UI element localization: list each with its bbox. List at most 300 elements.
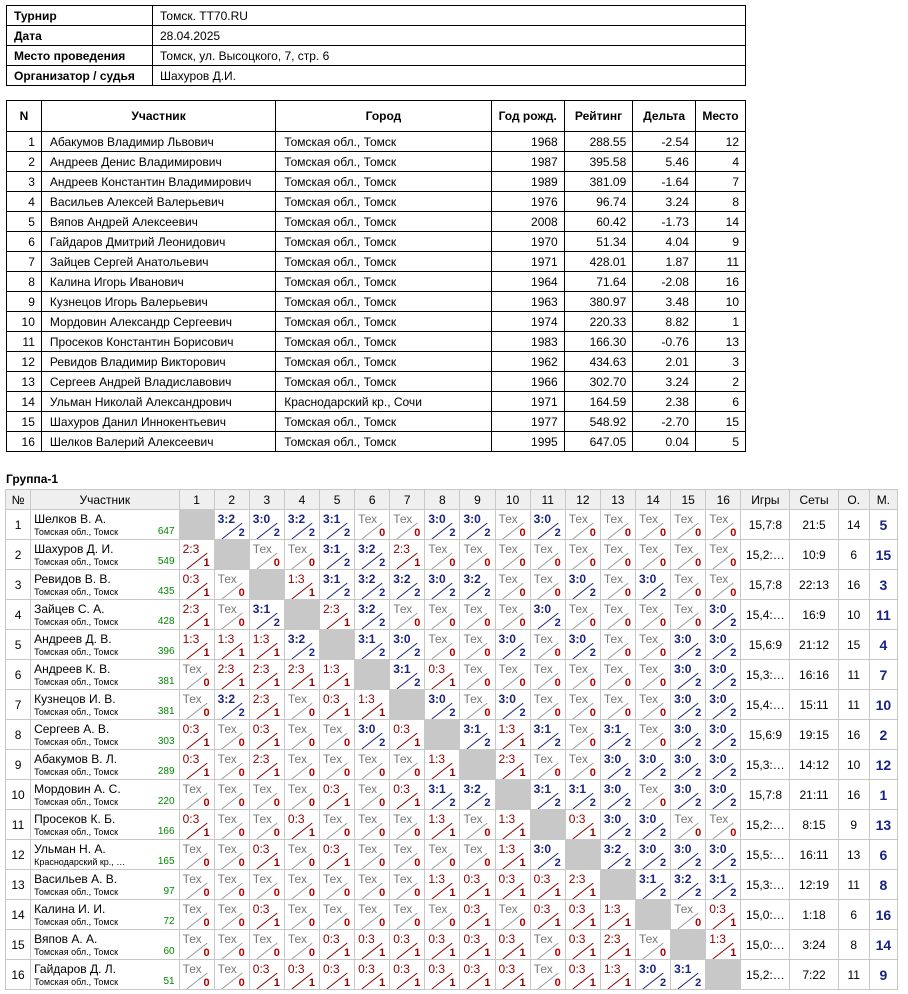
match-score: Тех	[323, 902, 343, 916]
match-result	[284, 750, 319, 780]
crosstable-header-cell: 6	[355, 490, 390, 510]
self-cell	[671, 930, 706, 960]
match-points: 0	[343, 887, 351, 899]
match-score: Тех	[674, 512, 694, 526]
match-points: 0	[238, 977, 245, 989]
match-points: 0	[273, 887, 280, 899]
match-score: Тех	[709, 542, 729, 556]
match-points: 0	[238, 947, 245, 959]
match-points: 0	[519, 557, 526, 569]
match-score: 0:3	[323, 842, 340, 856]
match-result	[495, 510, 530, 540]
match-score: 3:0	[638, 752, 657, 766]
match-score: 3:0	[709, 662, 727, 676]
match-score: Тех	[182, 962, 202, 976]
player-name: Вяпов Андрей Алексеевич	[41, 212, 275, 232]
match-result	[600, 810, 635, 840]
match-points: 2	[554, 737, 561, 749]
match-score: 3:0	[674, 632, 692, 646]
match-score: 2:3	[252, 752, 270, 766]
player-name: Калина Игорь Иванович	[41, 272, 275, 292]
match-result	[179, 870, 214, 900]
games-score: 15,2:…	[741, 810, 790, 840]
player-delta: -0.76	[633, 332, 696, 352]
match-points: 1	[624, 977, 631, 989]
participant-name: Абакумов В. Л.	[34, 752, 118, 766]
self-cell	[530, 810, 565, 840]
match-score: Тех	[287, 842, 307, 856]
match-points: 1	[273, 767, 280, 779]
player-birth-year: 2008	[491, 212, 564, 232]
player-place: 11	[695, 252, 745, 272]
match-score: 3:0	[498, 692, 516, 706]
match-points: 1	[273, 737, 280, 749]
match-points: 2	[589, 797, 596, 809]
player-row	[7, 212, 746, 232]
match-result	[425, 810, 460, 840]
match-result	[179, 630, 214, 660]
match-points: 0	[308, 707, 315, 719]
match-score: 3:2	[217, 512, 236, 526]
match-points: 0	[659, 737, 667, 749]
participant-name: Гайдаров Д. Л.	[34, 962, 117, 976]
match-result	[179, 780, 214, 810]
match-points: 0	[203, 917, 210, 929]
match-points: 2	[449, 707, 456, 719]
match-points: 0	[343, 917, 351, 929]
participant-cell	[31, 690, 179, 720]
participant-city: Томская обл., Томск	[34, 707, 119, 717]
match-result	[495, 810, 530, 840]
sets-score: 21:5	[790, 510, 838, 540]
match-points: 0	[519, 587, 526, 599]
match-score: Тех	[393, 902, 413, 916]
match-points: 2	[554, 857, 561, 869]
match-points: 0	[589, 707, 596, 719]
match-score: Тех	[498, 602, 518, 616]
participant-cell	[31, 810, 179, 840]
player-rating: 302.70	[564, 372, 633, 392]
match-result	[706, 540, 741, 570]
match-points: 0	[695, 527, 702, 539]
match-points: 0	[414, 857, 421, 869]
match-points: 2	[554, 617, 561, 629]
match-score: Тех	[428, 602, 448, 616]
match-result	[320, 660, 355, 690]
match-result	[320, 870, 355, 900]
crosstable-header-cell: №	[6, 490, 31, 510]
match-score: 3:2	[358, 542, 376, 556]
player-name: Зайцев Сергей Анатольевич	[41, 252, 275, 272]
match-score: 3:0	[603, 812, 622, 826]
match-points: 1	[519, 737, 526, 749]
match-score: 0:3	[358, 962, 375, 976]
match-score: 0:3	[252, 902, 270, 916]
match-score: Тех	[533, 692, 553, 706]
match-score: 2:3	[323, 602, 340, 616]
match-score: 1:3	[182, 632, 200, 646]
match-points: 2	[484, 797, 491, 809]
match-points: 1	[308, 977, 315, 989]
match-score: Тех	[533, 662, 553, 676]
participant-rating: 381	[157, 706, 175, 717]
match-score: 3:0	[428, 692, 446, 706]
match-result	[355, 600, 390, 630]
match-score: 3:2	[674, 872, 692, 886]
match-result	[179, 720, 214, 750]
match-points: 2	[519, 647, 526, 659]
info-key: Турнир	[7, 6, 153, 26]
player-delta: -1.64	[633, 172, 696, 192]
match-result	[355, 750, 390, 780]
match-points: 0	[238, 887, 245, 899]
match-result	[671, 810, 706, 840]
match-result	[671, 780, 706, 810]
total-points: 8	[838, 930, 869, 960]
match-score: Тех	[463, 632, 483, 646]
match-score: Тех	[533, 932, 553, 946]
match-result	[460, 660, 495, 690]
match-result	[600, 570, 635, 600]
match-points: 0	[554, 947, 561, 959]
participant-cell	[31, 900, 179, 930]
match-result	[635, 690, 670, 720]
match-score: Тех	[252, 932, 272, 946]
match-score: Тех	[603, 662, 623, 676]
total-points: 11	[838, 690, 869, 720]
match-result	[214, 900, 249, 930]
player-rating: 164.59	[564, 392, 633, 412]
player-place: 2	[695, 372, 745, 392]
match-score: 3:0	[709, 602, 727, 616]
match-result	[355, 780, 390, 810]
players-header-cell: Место	[695, 101, 745, 132]
match-points: 1	[203, 617, 210, 629]
match-score: 0:3	[252, 722, 270, 736]
player-city: Томская обл., Томск	[276, 252, 491, 272]
participant-rating: 60	[163, 946, 175, 957]
player-name: Мордовин Александр Сергеевич	[41, 312, 275, 332]
match-points: 0	[624, 707, 631, 719]
match-result	[320, 930, 355, 960]
match-points: 0	[414, 827, 421, 839]
match-score: 3:0	[533, 842, 551, 856]
crosstable-header-cell: 9	[460, 490, 495, 510]
match-points: 0	[308, 887, 315, 899]
match-score: Тех	[358, 842, 378, 856]
crosstable-header-cell: 7	[390, 490, 425, 510]
match-score: 0:3	[393, 782, 410, 796]
player-row	[7, 292, 746, 312]
match-points: 2	[589, 587, 596, 599]
match-result	[249, 870, 284, 900]
participant-city: Томская обл., Томск	[34, 797, 119, 807]
match-score: Тех	[603, 692, 623, 706]
match-points: 1	[554, 917, 561, 929]
participant-cell	[31, 720, 179, 750]
participant-rating: 51	[163, 976, 175, 987]
crosstable-row	[6, 690, 898, 720]
match-score: 3:0	[674, 842, 692, 856]
match-result	[425, 960, 460, 990]
self-cell	[565, 840, 600, 870]
match-score: Тех	[287, 872, 307, 886]
row-number: 16	[6, 960, 31, 990]
player-place: 14	[695, 212, 745, 232]
match-result	[284, 660, 319, 690]
player-city: Томская обл., Томск	[276, 132, 491, 152]
crosstable-header-cell: 15	[671, 490, 706, 510]
match-score: Тех	[638, 722, 659, 736]
match-points: 0	[554, 677, 561, 689]
match-points: 2	[414, 647, 421, 659]
match-points: 0	[238, 767, 245, 779]
match-score: 0:3	[428, 932, 446, 946]
match-score: 1:3	[428, 752, 446, 766]
match-points: 0	[730, 557, 737, 569]
match-result	[600, 510, 635, 540]
match-result	[460, 540, 495, 570]
match-result	[706, 600, 741, 630]
match-score: 0:3	[463, 872, 481, 886]
match-result	[425, 600, 460, 630]
match-points: 1	[554, 887, 561, 899]
player-rating: 51.34	[564, 232, 633, 252]
match-score: Тех	[498, 662, 518, 676]
match-score: Тех	[287, 782, 307, 796]
match-result	[460, 780, 495, 810]
total-points: 15	[838, 630, 869, 660]
player-delta: 2.01	[633, 352, 696, 372]
player-number: 1	[7, 132, 42, 152]
match-result	[390, 840, 425, 870]
match-points: 1	[449, 887, 456, 899]
match-points: 0	[624, 587, 631, 599]
sets-score: 21:12	[790, 630, 838, 660]
match-score: 1:3	[252, 632, 270, 646]
match-score: Тех	[603, 512, 623, 526]
match-points: 0	[238, 737, 245, 749]
player-birth-year: 1964	[491, 272, 564, 292]
crosstable-header-cell: Игры	[741, 490, 790, 510]
player-number: 10	[7, 312, 42, 332]
match-points: 1	[238, 677, 245, 689]
match-result	[249, 930, 284, 960]
match-result	[460, 930, 495, 960]
player-delta: 5.46	[633, 152, 696, 172]
match-points: 0	[238, 587, 245, 599]
match-result	[214, 630, 249, 660]
player-birth-year: 1971	[491, 252, 564, 272]
match-result	[425, 750, 460, 780]
match-points: 1	[589, 887, 596, 899]
match-score: 0:3	[287, 812, 305, 826]
match-score: Тех	[217, 902, 237, 916]
match-score: Тех	[498, 542, 518, 556]
match-points: 1	[589, 917, 596, 929]
match-score: Тех	[428, 542, 448, 556]
player-number: 9	[7, 292, 42, 312]
match-points: 0	[308, 767, 315, 779]
match-result	[495, 750, 530, 780]
player-name: Кузнецов Игорь Валерьевич	[41, 292, 275, 312]
match-score: 3:0	[674, 692, 692, 706]
participant-city: Томская обл., Томск	[34, 767, 119, 777]
match-points: 0	[414, 887, 421, 899]
match-score: 0:3	[287, 962, 305, 976]
match-score: 1:3	[428, 872, 446, 886]
match-score: 0:3	[252, 962, 270, 976]
player-row	[7, 312, 746, 332]
row-number: 4	[6, 600, 31, 630]
match-result	[320, 780, 355, 810]
match-score: Тех	[463, 692, 483, 706]
match-score: 3:0	[709, 782, 727, 796]
match-result	[390, 900, 425, 930]
match-result	[249, 720, 284, 750]
self-cell	[425, 720, 460, 750]
match-result	[284, 930, 319, 960]
match-points: 1	[273, 857, 280, 869]
match-points: 2	[484, 587, 491, 599]
match-points: 1	[519, 827, 526, 839]
final-place: 11	[869, 600, 897, 630]
match-score: 0:3	[323, 782, 340, 796]
match-result	[249, 690, 284, 720]
match-points: 0	[484, 857, 491, 869]
match-points: 2	[484, 737, 491, 749]
match-score: 0:3	[568, 812, 586, 826]
games-score: 15,3:…	[741, 660, 790, 690]
row-number: 10	[6, 780, 31, 810]
participant-cell	[31, 660, 179, 690]
match-points: 0	[624, 527, 631, 539]
match-points: 0	[624, 677, 631, 689]
final-place: 14	[869, 930, 897, 960]
match-score: 0:3	[393, 722, 410, 736]
match-points: 0	[308, 917, 315, 929]
player-place: 5	[695, 432, 745, 452]
match-points: 2	[695, 647, 702, 659]
games-score: 15,6:9	[741, 720, 790, 750]
match-result	[249, 540, 284, 570]
match-result	[565, 960, 600, 990]
match-points: 0	[308, 947, 315, 959]
match-points: 0	[659, 527, 667, 539]
match-result	[495, 540, 530, 570]
player-place: 8	[695, 192, 745, 212]
match-result	[460, 720, 495, 750]
match-points: 2	[730, 767, 737, 779]
match-points: 2	[730, 677, 737, 689]
final-place: 9	[869, 960, 897, 990]
match-result	[635, 540, 670, 570]
match-points: 0	[519, 527, 526, 539]
participant-rating: 647	[157, 526, 175, 537]
player-name: Абакумов Владимир Львович	[41, 132, 275, 152]
match-score: 3:0	[709, 632, 727, 646]
match-result	[249, 840, 284, 870]
match-result	[706, 810, 741, 840]
match-score: 2:3	[498, 752, 516, 766]
match-result	[460, 900, 495, 930]
match-result	[671, 750, 706, 780]
final-place: 13	[869, 810, 897, 840]
match-result	[179, 810, 214, 840]
match-result	[671, 720, 706, 750]
participant-name: Васильев А. В.	[34, 872, 118, 886]
match-points: 1	[308, 827, 315, 839]
match-points: 0	[659, 647, 667, 659]
row-number: 6	[6, 660, 31, 690]
match-points: 2	[695, 977, 702, 989]
match-score: Тех	[709, 812, 729, 826]
match-result	[179, 750, 214, 780]
info-value: Томск. TT70.RU	[153, 6, 746, 26]
match-result	[530, 510, 565, 540]
player-birth-year: 1983	[491, 332, 564, 352]
match-score: 3:0	[358, 722, 376, 736]
match-score: Тех	[217, 842, 237, 856]
match-points: 1	[238, 647, 245, 659]
match-points: 1	[484, 917, 491, 929]
match-result	[671, 690, 706, 720]
match-points: 0	[519, 917, 526, 929]
match-points: 0	[238, 797, 245, 809]
match-result	[284, 570, 319, 600]
match-score: Тех	[287, 902, 307, 916]
match-result	[460, 810, 495, 840]
participant-city: Томская обл., Томск	[34, 527, 119, 537]
match-result	[635, 810, 670, 840]
match-score: 0:3	[533, 872, 551, 886]
match-result	[214, 840, 249, 870]
match-points: 0	[695, 827, 702, 839]
match-score: Тех	[428, 632, 448, 646]
match-result	[249, 630, 284, 660]
games-score: 15,7:8	[741, 510, 790, 540]
crosstable-header-cell: 16	[706, 490, 741, 510]
match-result	[530, 900, 565, 930]
match-points: 0	[554, 977, 561, 989]
sets-score: 3:24	[790, 930, 838, 960]
match-score: Тех	[709, 512, 729, 526]
total-points: 13	[838, 840, 869, 870]
match-points: 0	[449, 917, 456, 929]
player-row	[7, 352, 746, 372]
self-cell	[600, 870, 635, 900]
sets-score: 19:15	[790, 720, 838, 750]
match-points: 1	[414, 977, 421, 989]
match-result	[565, 510, 600, 540]
match-points: 0	[343, 737, 351, 749]
player-delta: 3.24	[633, 192, 696, 212]
match-points: 1	[519, 947, 526, 959]
match-score: 3:0	[638, 842, 657, 856]
match-points: 0	[238, 857, 245, 869]
match-score: 3:1	[323, 542, 341, 556]
player-birth-year: 1966	[491, 372, 564, 392]
match-result	[425, 630, 460, 660]
player-city: Томская обл., Томск	[276, 412, 491, 432]
self-cell	[284, 600, 319, 630]
match-result	[249, 660, 284, 690]
match-points: 0	[589, 677, 596, 689]
match-points: 1	[449, 827, 456, 839]
crosstable-row	[6, 570, 898, 600]
match-result	[530, 540, 565, 570]
match-result	[495, 720, 530, 750]
